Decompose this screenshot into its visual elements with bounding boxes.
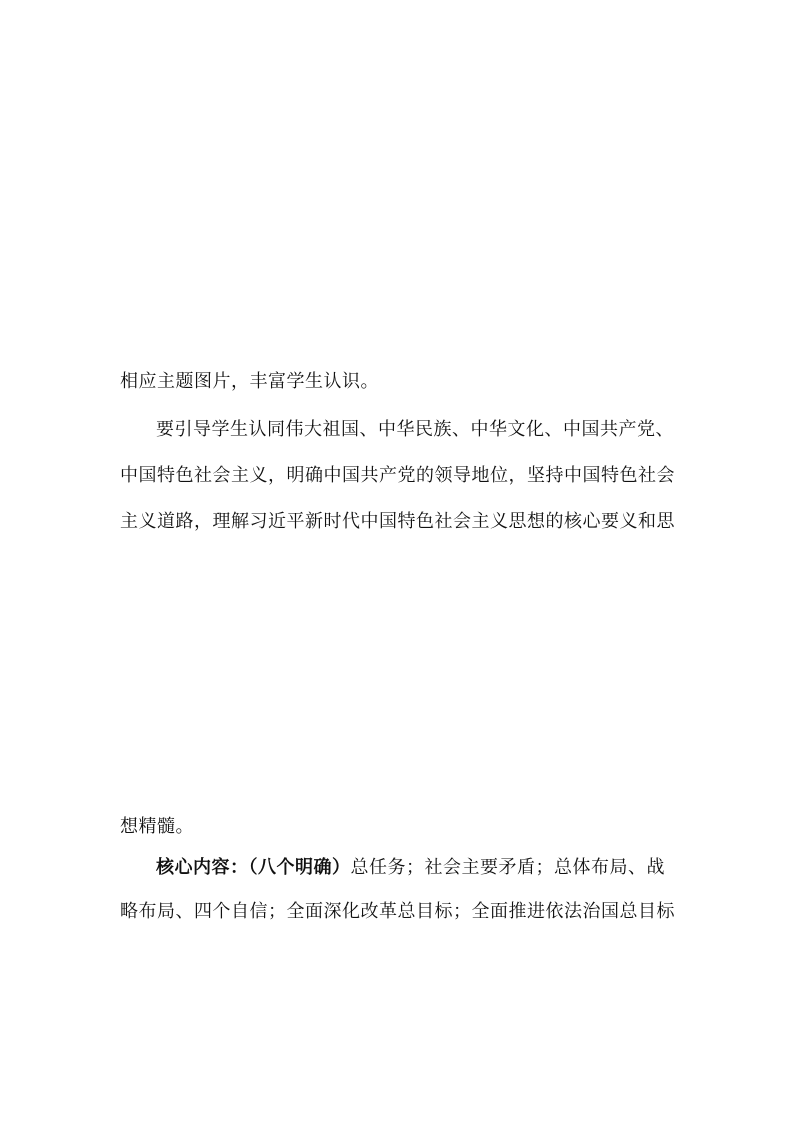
paragraph-line: 想精髓。 (120, 816, 194, 837)
core-content-label: 核心内容： (156, 857, 249, 878)
paragraph-line: 相应主题图片，丰富学生认识。 (120, 371, 379, 392)
paragraph-line: 略布局、四个自信；全面深化改革总目标；全面推进依法治国总目标 (120, 901, 675, 922)
eight-clarifications: （八个明确） (248, 857, 351, 878)
core-content-line (156, 856, 665, 880)
paragraph-line: 中国特色社会主义，明确中国共产党的领导地位，坚持中国特色社会 (120, 465, 675, 486)
core-content-text: 总任务；社会主要矛盾；总体布局、战 (350, 857, 665, 878)
paragraph-line: 主义道路，理解习近平新时代中国特色社会主义思想的核心要义和思 (120, 511, 675, 532)
paragraph-line: 要引导学生认同伟大祖国、中华民族、中华文化、中国共产党、 (156, 419, 674, 440)
